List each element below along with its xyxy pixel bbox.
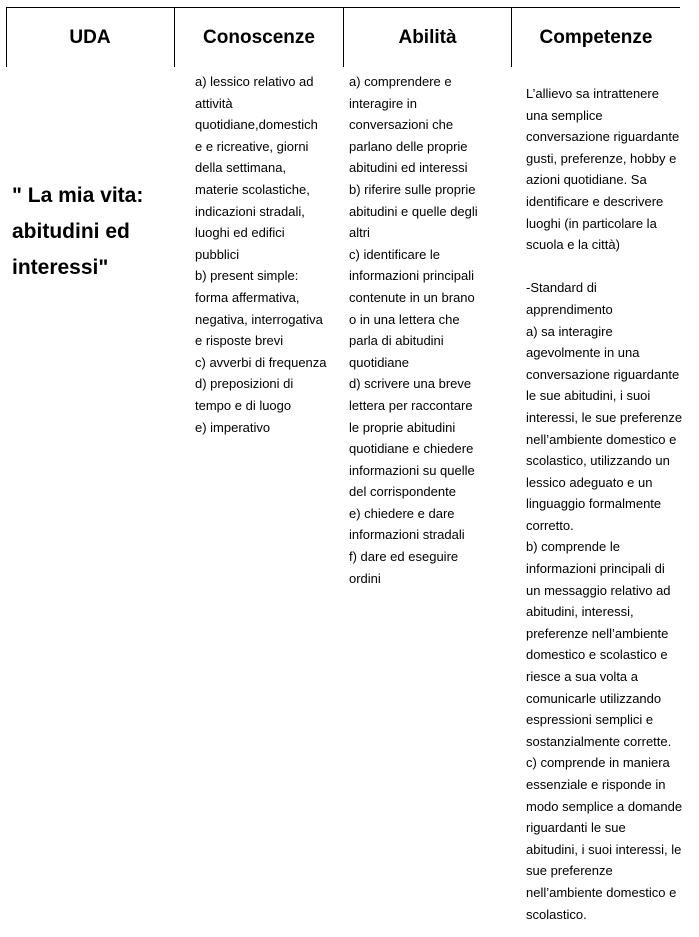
text-line: identificare e descrivere [526, 193, 664, 209]
text-line: luoghi ed edifici [195, 225, 285, 241]
uda-title [12, 178, 172, 286]
text-line: contenute in un brano [349, 289, 475, 305]
text-line: b) comprende le [526, 539, 620, 555]
text-line: luoghi (in particolare la [526, 215, 657, 231]
conoscenze-column [195, 71, 343, 438]
text-line: lessico adeguato e un [526, 474, 653, 490]
table-left-border [6, 7, 7, 67]
text-line: linguaggio formalmente [526, 496, 662, 512]
text-line: -Standard di [526, 280, 597, 296]
text-line: scolastico, utilizzando un [526, 453, 670, 469]
text-line: comunicarle utilizzando [526, 690, 662, 706]
text-line: c) avverbi di frequenza [195, 354, 327, 370]
text-line: parla di abitudini [349, 333, 444, 349]
text-line: e risposte brevi [195, 333, 284, 349]
text-line: quotidiane [349, 354, 409, 370]
text-line: essenziale e risponde in [526, 777, 666, 792]
text-line: d) preposizioni di [195, 376, 294, 392]
text-line: apprendimento [526, 301, 613, 317]
text-line: quotidiane,domestich [195, 117, 318, 133]
text-line: agevolmente in una [526, 345, 640, 361]
competenze-column [526, 83, 698, 925]
text-line: le proprie abitudini [349, 419, 456, 435]
text-line: informazioni principali di [526, 561, 665, 577]
text-line: f) dare ed eseguire [349, 549, 459, 565]
text-line: tempo e di luogo [195, 397, 292, 413]
text-line: indicazioni stradali, [195, 203, 305, 219]
text-line: d) scrivere una breve [349, 376, 472, 392]
text-line: forma affermativa, [195, 289, 300, 305]
header-competenze: Competenze [512, 7, 680, 67]
text-line: conversazione riguardante [526, 129, 680, 145]
text-line [526, 256, 698, 278]
text-line: o in una lettera che [349, 311, 460, 327]
text-line: abitudini, interessi, [526, 604, 634, 620]
text-line: conversazione riguardante [526, 366, 680, 382]
text-line: riesce a sua volta a [526, 669, 639, 685]
text-line: parlano delle proprie [349, 138, 468, 154]
text-line: abitudini, i suoi interessi, le [526, 841, 682, 857]
text-line: informazioni su quelle [349, 462, 475, 478]
text-line: negativa, interrogativa [195, 311, 323, 327]
text-line: le sue abitudini, i suoi [526, 388, 651, 404]
header-abilita: Abilità [344, 7, 512, 67]
text-line: scuola e la città) [526, 237, 620, 253]
text-line: a) lessico relativo ad [195, 74, 314, 89]
text-line: c) identificare le [349, 246, 441, 262]
table-header-row [6, 7, 680, 67]
text-line: informazioni principali [349, 268, 474, 284]
uda-title-line: abitudini ed [12, 220, 130, 243]
text-line: lettera per raccontare [349, 397, 473, 413]
text-line: ordini [349, 570, 381, 586]
text-line: c) comprende in maniera [526, 755, 670, 771]
text-line: e e ricreative, giorni [195, 138, 309, 154]
text-line: informazioni stradali [349, 527, 465, 543]
text-line: un messaggio relativo ad [526, 582, 671, 598]
text-line: scolastico. [526, 906, 587, 922]
text-line: L’allievo sa intrattenere [526, 86, 659, 101]
text-line: corretto. [526, 517, 574, 533]
text-line: preferenze nell’ambiente [526, 625, 669, 641]
text-line: quotidiane e chiedere [349, 441, 474, 457]
text-line: sue preferenze [526, 863, 613, 879]
header-uda: UDA [6, 7, 175, 67]
text-line: della settimana, [195, 160, 287, 176]
text-line: e) imperativo [195, 419, 271, 435]
header-conoscenze: Conoscenze [175, 7, 344, 67]
uda-title-line: interessi" [12, 256, 109, 279]
text-line: domestico e scolastico e [526, 647, 668, 663]
text-line: nell’ambiente domestico e [526, 884, 677, 900]
text-line: azioni quotidiane. Sa [526, 172, 647, 188]
text-line: attività [195, 95, 233, 111]
text-line: conversazioni che [349, 117, 454, 133]
text-line: pubblici [195, 246, 240, 262]
uda-title-line: " La mia vita: [12, 184, 144, 207]
text-line: interagire in [349, 95, 417, 111]
text-line: altri [349, 225, 370, 241]
text-line: materie scolastiche, [195, 181, 310, 197]
text-line: b) present simple: [195, 268, 299, 284]
text-line: nell’ambiente domestico e [526, 431, 677, 447]
text-line: del corrispondente [349, 484, 456, 500]
text-line: modo semplice a domande [526, 798, 683, 814]
text-line: abitudini ed interessi [349, 160, 468, 176]
text-line: a) comprendere e [349, 74, 452, 89]
text-line: a) sa interagire [526, 323, 613, 339]
text-line: e) chiedere e dare [349, 505, 455, 521]
text-line: espressioni semplici e [526, 712, 654, 728]
text-line: interessi, le sue preferenze [526, 409, 683, 425]
abilita-column [349, 71, 509, 589]
text-line: b) riferire sulle proprie [349, 181, 476, 197]
text-line: una semplice [526, 107, 603, 123]
text-line: gusti, preferenze, hobby e [526, 150, 677, 166]
text-line: abitudini e quelle degli [349, 203, 478, 219]
text-line: riguardanti le sue [526, 820, 626, 836]
text-line: sostanzialmente corrette. [526, 733, 672, 749]
